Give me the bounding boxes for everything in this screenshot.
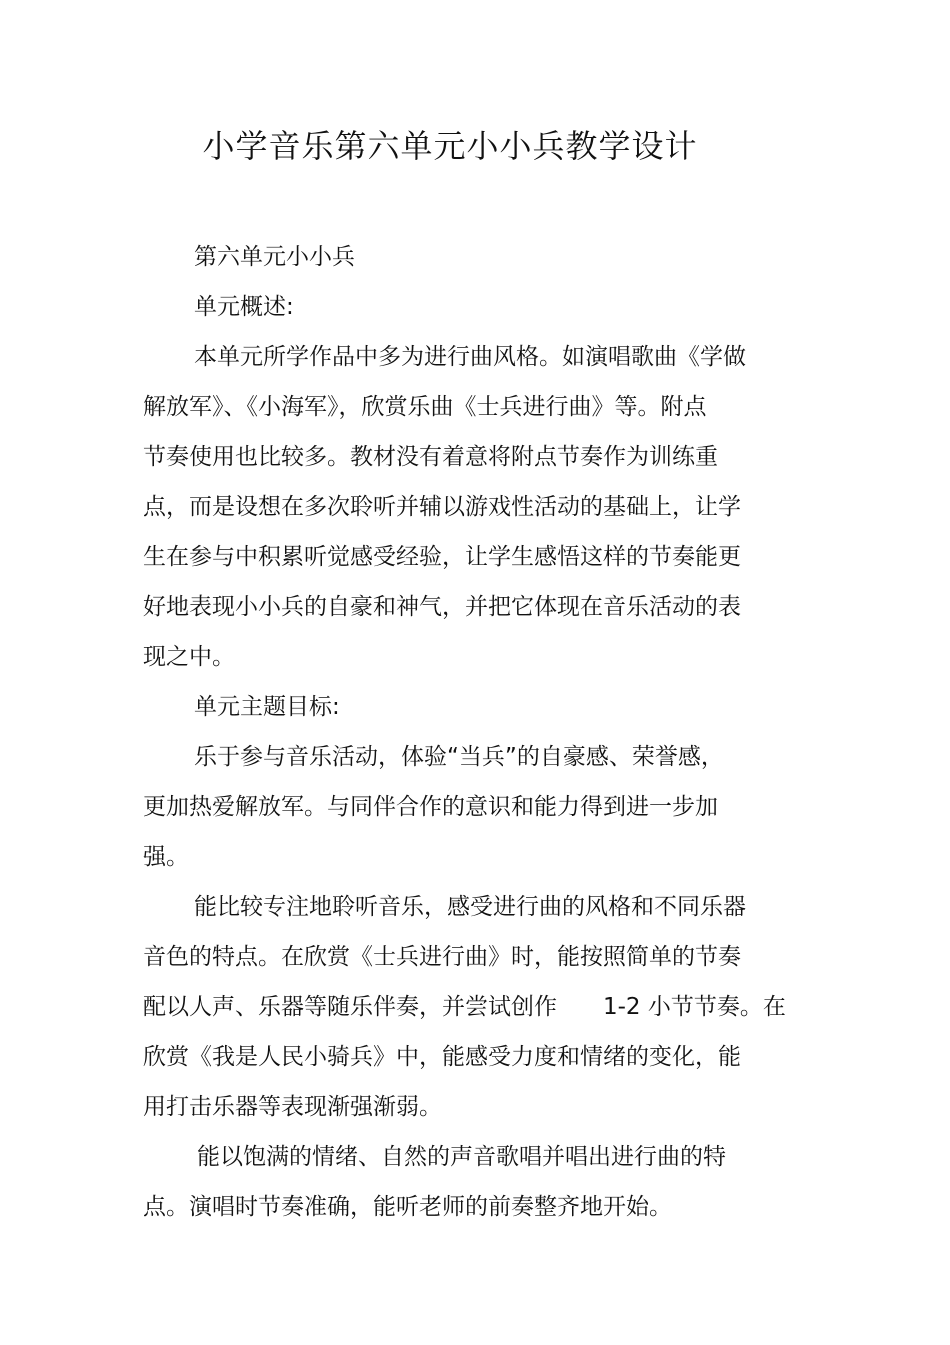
section-heading-goals: 单元主题目标: <box>194 694 340 720</box>
paragraph-line: 用打击乐器等表现渐强渐弱。 <box>143 1094 442 1120</box>
paragraph-line: 点，而是设想在多次聆听并辅以游戏性活动的基础上，让学 <box>143 494 741 520</box>
paragraph-line: 解放军》、《小海军》，欣赏乐曲《士兵进行曲》等。附点 <box>143 394 707 420</box>
paragraph-line: 本单元所学作品中多为进行曲风格。如演唱歌曲《学做 <box>194 344 746 370</box>
paragraph-line: 能以饱满的情绪、自然的声音歌唱并唱出进行曲的特 <box>197 1144 726 1170</box>
paragraph-line: 更加热爱解放军。与同伴合作的意识和能力得到进一步加 <box>143 794 718 820</box>
document-title: 小学音乐第六单元小小兵教学设计 <box>202 127 698 165</box>
unit-heading: 第六单元小小兵 <box>194 244 355 270</box>
paragraph-line: 强。 <box>143 844 189 870</box>
paragraph-line: 能比较专注地聆听音乐，感受进行曲的风格和不同乐器 <box>194 894 746 920</box>
paragraph-line: 点。演唱时节奏准确，能听老师的前奏整齐地开始。 <box>143 1194 672 1220</box>
paragraph-line: 生在参与中积累听觉感受经验，让学生感悟这样的节奏能更 <box>143 544 741 570</box>
paragraph-line: 欣赏《我是人民小骑兵》中，能感受力度和情绪的变化，能 <box>143 1044 741 1070</box>
paragraph-line: 好地表现小小兵的自豪和神气，并把它体现在音乐活动的表 <box>143 594 741 620</box>
paragraph-line: 现之中。 <box>143 644 235 670</box>
paragraph-line: 音色的特点。在欣赏《士兵进行曲》时，能按照简单的节奏 <box>143 944 741 970</box>
paragraph-line: 节奏使用也比较多。教材没有着意将附点节奏作为训练重 <box>143 444 718 470</box>
paragraph-line: 配以人声、乐器等随乐伴奏，并尝试创作 1-2 小节节奏。在 <box>143 994 786 1020</box>
paragraph-line: 乐于参与音乐活动，体验“当兵”的自豪感、荣誉感， <box>194 744 724 770</box>
section-heading-overview: 单元概述: <box>194 294 294 320</box>
